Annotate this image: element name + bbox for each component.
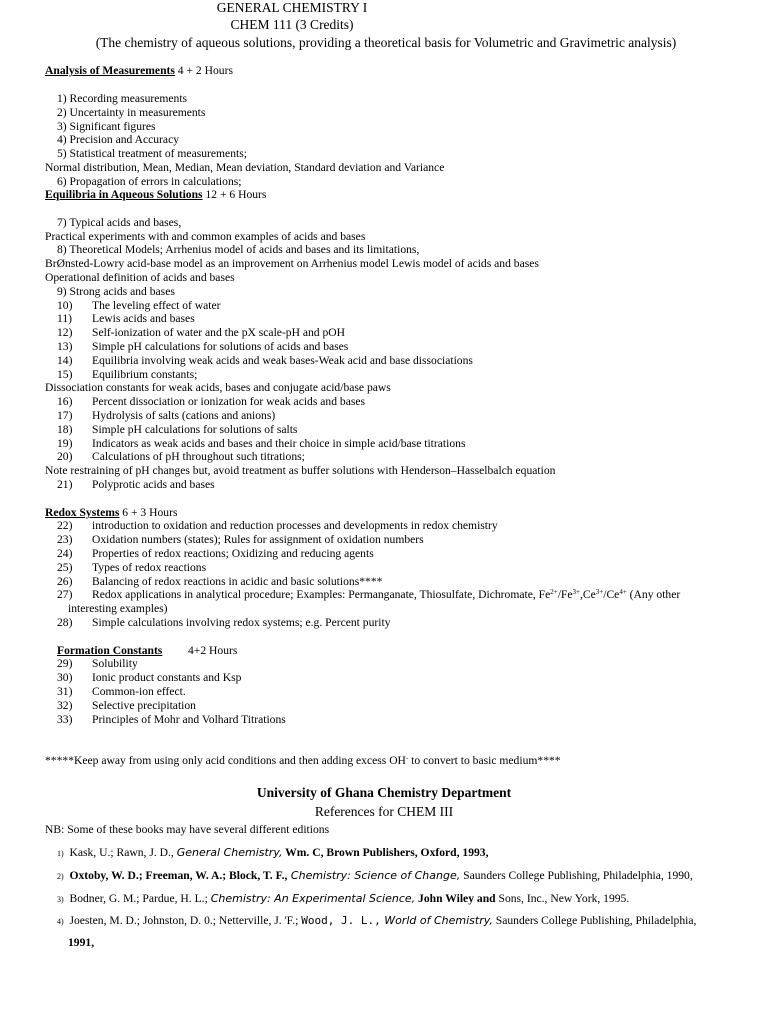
superscript: -: [405, 754, 409, 762]
item-number: 14): [57, 354, 73, 367]
item-text: Equilibrium constants;: [92, 368, 198, 381]
section-title: Analysis of Measurements: [45, 64, 175, 77]
item-text: Simple pH calculations for solutions of acids and bases: [92, 340, 349, 353]
reference-publisher: John Wiley and: [415, 892, 496, 905]
item-text-part: /Fe: [557, 588, 573, 601]
item-number: 10): [57, 299, 73, 312]
item-text: Equilibria involving weak acids and weak bases-Weak acid and base dissociations: [92, 354, 473, 367]
item-text: Simple calculations involving redox systems; e.g. Percent purity: [92, 616, 391, 629]
item-number: 15): [57, 368, 73, 381]
item-text-part: /Ce: [603, 588, 620, 601]
item-number: 33): [57, 713, 73, 726]
section-heading-equilibria: [45, 188, 266, 202]
references-note: NB: Some of these books may have several different editions: [45, 823, 330, 836]
item-number: 17): [57, 409, 73, 422]
superscript: 4+: [619, 588, 627, 596]
list-note: BrØnsted-Lowry acid-base model as an improvement on Arrhenius model Lewis model of acids and bases: [45, 257, 539, 270]
references-title: References for CHEM III: [314, 804, 454, 819]
item-text: Properties of redox reactions; Oxidizing and reducing agents: [92, 547, 374, 560]
section-heading-analysis: [45, 64, 233, 78]
list-item: 5) Statistical treatment of measurements;: [57, 147, 247, 160]
item-number: 29): [57, 657, 73, 670]
reference-book: World of Chemistry,: [380, 914, 493, 927]
section-hours: 4+2 Hours: [188, 644, 238, 657]
item-number: 25): [57, 561, 73, 574]
list-item-continuation: interesting examples): [68, 602, 168, 615]
reference-publisher: Wm. C, Brown Publishers, Oxford, 1993,: [282, 846, 489, 859]
item-text: Oxidation numbers (states); Rules for assignment of oxidation numbers: [92, 533, 424, 546]
reference-publisher: Saunders College Publishing, Philadelphia, 1990,: [460, 869, 693, 882]
item-text: Lewis acids and bases: [92, 312, 195, 325]
item-text: [92, 588, 680, 602]
reference-book: Chemistry: An Experimental Science,: [210, 892, 416, 905]
reference-publisher: Saunders College Publishing, Philadelphia,: [492, 914, 697, 927]
item-text: Polyprotic acids and bases: [92, 478, 215, 491]
reference-year-text: 1991,: [68, 936, 95, 949]
item-text: Indicators as weak acids and bases and their choice in simple acid/base titrations: [92, 437, 466, 450]
section-hours: 4 + 2 Hours: [174, 64, 233, 77]
item-text: Common-ion effect.: [92, 685, 186, 698]
reference-book: General Chemistry,: [176, 846, 283, 859]
section-hours: 12 + 6 Hours: [202, 188, 267, 201]
item-text: Percent dissociation or ionization for weak acids and bases: [92, 395, 366, 408]
reference-year: [68, 936, 94, 950]
section-title: Redox Systems: [45, 506, 120, 519]
item-number: 26): [57, 575, 73, 588]
list-note: Practical experiments with and common examples of acids and bases: [45, 230, 366, 243]
department-heading: University of Ghana Chemistry Department: [256, 785, 512, 800]
reference-item: [57, 846, 489, 861]
superscript: 3+: [572, 588, 580, 596]
item-number: 16): [57, 395, 73, 408]
item-text: Self-ionization of water and the pX scale-pH and pOH: [92, 326, 346, 339]
item-text: introduction to oxidation and reduction processes and developments in redox chemistry: [92, 519, 498, 532]
list-item: 7) Typical acids and bases,: [57, 216, 182, 229]
reference-authors: Oxtoby, W. D.; Freeman, W. A.; Block, T. F.,: [69, 869, 288, 882]
reference-book: Chemistry: Science of Change,: [287, 869, 461, 882]
item-text: Simple pH calculations for solutions of salts: [92, 423, 298, 436]
item-number: 18): [57, 423, 73, 436]
item-number: 2): [57, 872, 64, 881]
item-number: 31): [57, 685, 73, 698]
list-item: 1) Recording measurements: [57, 92, 188, 105]
item-number: 22): [57, 519, 73, 532]
reference-authors: Joesten, M. D.; Johnston, D. 0.; Netterville, J. 'F.;: [69, 914, 302, 927]
list-item: 3) Significant figures: [57, 120, 156, 133]
list-note: Operational definition of acids and bases: [45, 271, 235, 284]
item-text: The leveling effect of water: [92, 299, 221, 312]
list-item: 8) Theoretical Models; Arrhenius model of acids and bases and its limitations,: [57, 243, 420, 256]
footnote: [45, 754, 561, 768]
item-number: 19): [57, 437, 73, 450]
footnote-text: *****Keep away from using only acid conditions and then adding excess OH: [45, 754, 406, 767]
list-item: 9) Strong acids and bases: [57, 285, 175, 298]
list-item: 4) Precision and Accuracy: [57, 133, 180, 146]
item-number: 27): [57, 588, 73, 601]
item-text: Ionic product constants and Ksp: [92, 671, 242, 684]
item-text: Selective precipitation: [92, 699, 196, 712]
item-text: Hydrolysis of salts (cations and anions): [92, 409, 276, 422]
item-number: 13): [57, 340, 73, 353]
item-number: 4): [57, 917, 64, 926]
reference-item: [57, 892, 629, 907]
course-title: GENERAL CHEMISTRY I: [216, 0, 368, 15]
reference-item: [57, 869, 693, 884]
list-note: Dissociation constants for weak acids, bases and conjugate acid/base paws: [45, 381, 391, 394]
reference-authors: Wood, J. L.,: [301, 914, 381, 927]
item-number: 32): [57, 699, 73, 712]
reference-item: [57, 914, 696, 929]
reference-authors: Bodner, G. M.; Pardue, H. L.;: [69, 892, 211, 905]
item-number: 11): [57, 312, 73, 325]
item-text: Principles of Mohr and Volhard Titrations: [92, 713, 286, 726]
list-note: Note restraining of pH changes but, avoid treatment as buffer solutions with Henderson–Hasselbalch equation: [45, 464, 556, 477]
superscript: 3+: [595, 588, 604, 596]
item-number: 12): [57, 326, 73, 339]
reference-publisher: Sons, Inc., New York, 1995.: [495, 892, 630, 905]
item-text: Calculations of pH throughout such titrations;: [92, 450, 305, 463]
list-note: Normal distribution, Mean, Median, Mean deviation, Standard deviation and Variance: [45, 161, 445, 174]
course-description: (The chemistry of aqueous solutions, providing a theoretical basis for Volumetric and Gravimetric analysis): [95, 35, 677, 50]
section-title: Equilibria in Aqueous Solutions: [45, 188, 203, 201]
section-hours: 6 + 3 Hours: [119, 506, 178, 519]
item-number: 1): [57, 849, 64, 858]
item-number: 24): [57, 547, 73, 560]
item-number: 3): [57, 895, 64, 904]
list-item: 2) Uncertainty in measurements: [57, 106, 206, 119]
item-text-part: ,Ce: [579, 588, 596, 601]
list-item: 6) Propagation of errors in calculations;: [57, 175, 242, 188]
item-number: 28): [57, 616, 73, 629]
course-code: CHEM 111 (3 Credits): [230, 17, 354, 32]
item-number: 23): [57, 533, 73, 546]
item-text: Balancing of redox reactions in acidic and basic solutions****: [92, 575, 383, 588]
superscript: 2+: [550, 588, 558, 596]
item-text: Solubility: [92, 657, 138, 670]
item-number: 30): [57, 671, 73, 684]
item-text-part: Redox applications in analytical procedure; Examples: Permanganate, Thiosulfate, Dichromate, Fe: [92, 588, 551, 601]
item-number: 21): [57, 478, 73, 491]
item-text-part: (Any other: [626, 588, 681, 601]
item-number: 20): [57, 450, 73, 463]
reference-authors: Kask, U.; Rawn, J. D.,: [69, 846, 177, 859]
section-heading-redox: [45, 506, 177, 520]
item-text: Types of redox reactions: [92, 561, 207, 574]
section-title: Formation Constants: [57, 644, 163, 657]
footnote-text: to convert to basic medium****: [408, 754, 561, 767]
section-heading-formation: [57, 644, 162, 658]
